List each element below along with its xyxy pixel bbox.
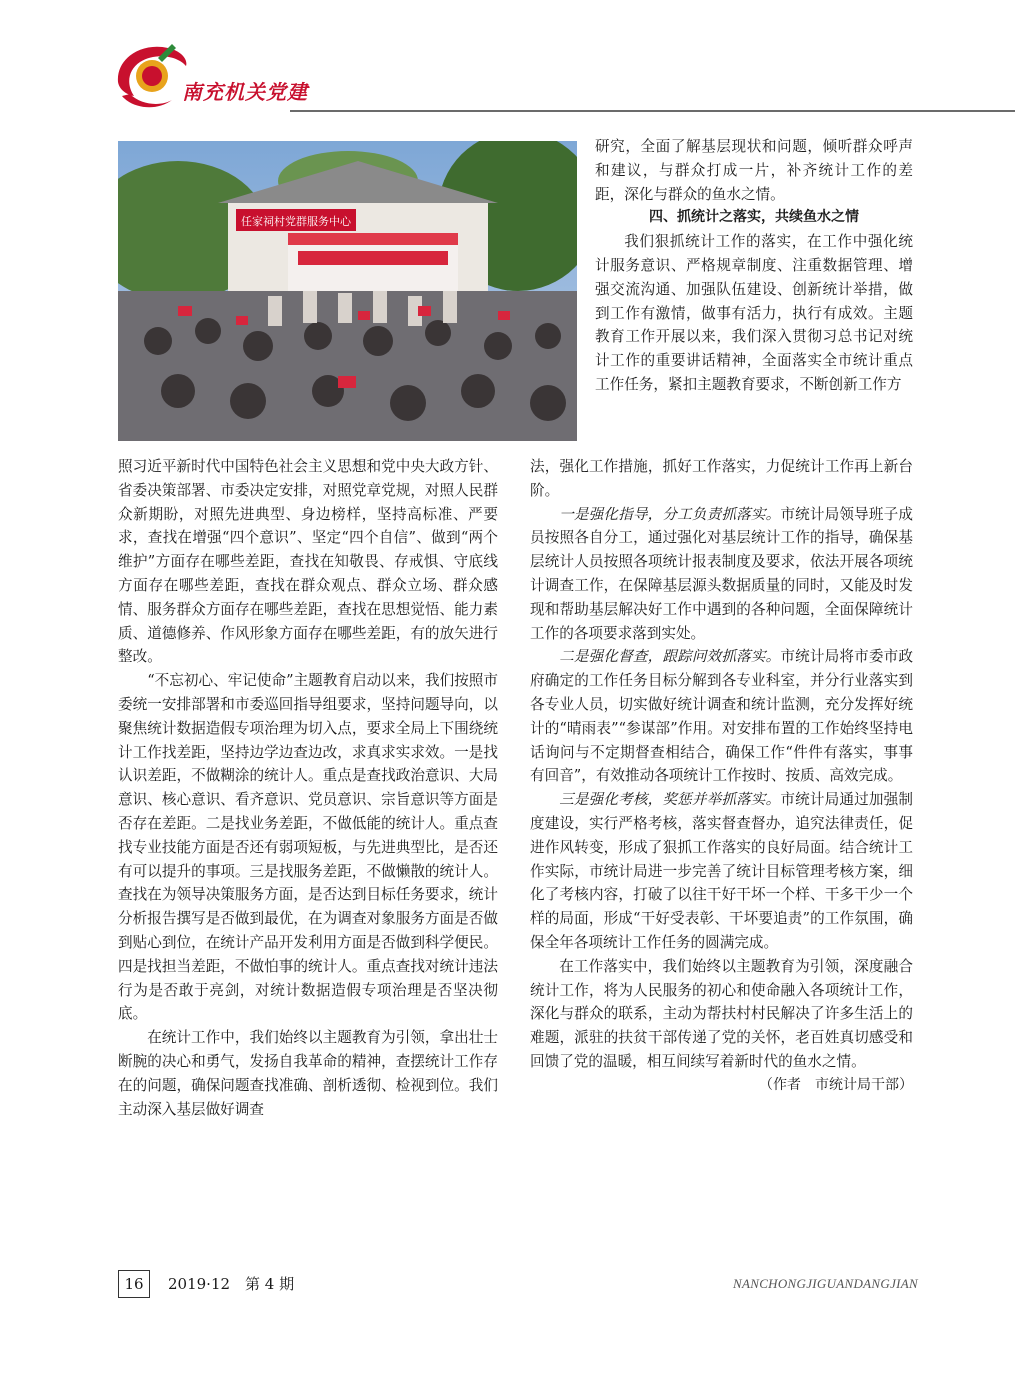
header-rule [290,110,1015,112]
point-paragraph [530,645,913,788]
point-paragraph [530,503,913,646]
point-paragraph [530,788,913,955]
event-photo-illustration [118,141,577,441]
point-text: 市统计局领导班子成员按照各自分工，通过强化对基层统计工作的指导，确保基层统计人员按照各项统计报表制度及要求，依法开展各项统计调查工作，在保障基层源头数据质量的同时，又能及时发现和帮助基层解决好工作中遇到的各种问题，全面保障统计工作的各项要求落到实处。 [530,505,913,642]
point-text: 市统计局通过加强制度建设，实行严格考核，落实督查督办，追究法律责任，促进作风转变，形成了狠抓工作落实的良好局面。结合统计工作实际，市统计局进一步完善了统计目标管理考核方案，细化了考核内容，打破了以往干好干坏一个样、干多干少一个样的局面，形成“干好受表彰、干坏要追责”的工作氛围，确保全年各项统计工作任务的圆满完成。 [530,791,913,951]
right-column-top [595,135,913,397]
issue-label: 2019·12 第 4 期 [168,1275,295,1293]
right-column-bottom [530,455,913,1098]
page-number: 16 [118,1270,150,1298]
point-lead: 三是强化考核，奖惩并举抓落实。 [559,791,781,809]
section-intro-continued: 法，强化工作措施，抓好工作落实，力促统计工作再上新台阶。 [530,458,913,499]
right-paragraph: 研究，全面了解基层现状和问题，倾听群众呼声和建议，与群众打成一片，补齐统计工作的差距，深化与群众的鱼水之情。 [595,138,913,203]
point-lead: 一是强化指导，分工负责抓落实。 [559,505,781,523]
page-footer [118,1270,918,1300]
left-paragraph: 照习近平新时代中国特色社会主义思想和党中央大政方针、省委决策部署、市委决定安排，对照党章党规，对照人民群众新期盼，对照先进典型、身边榜样，坚持高标准、严要求，查找在增强“四个意识”、坚定“四个自信”、做到“两个维护”方面存在哪些差距，查找在知敬畏、存戒惧、守底线方面存在哪些差距，查找在群众观点、群众立场、群众感情、服务群众方面存在哪些差距，查找在思想觉悟、能力素质、道德修养、作风形象方面存在哪些差距，有的放矢进行整改。 [118,458,498,666]
event-photo [118,141,577,441]
point-lead: 二是强化督查，跟踪问效抓落实。 [559,648,781,666]
publication-brand: 南充机关党建 [182,80,308,104]
section-heading: 四、抓统计之落实，共续鱼水之情 [649,209,859,226]
left-column [118,455,498,1121]
point-text: 市统计局将市委市政府确定的工作任务目标分解到各专业科室，并分行业落实到各专业人员，切实做好统计调查和统计监测，充分发挥好统计的“晴雨表”“参谋部”作用。对安排布置的工作始终坚持电话询问与不定期督查相结合，确保工作“件件有落实，事事有回音”，有效推动各项统计工作按时、按质、高效完成。 [530,648,913,785]
closing-paragraph: 在工作落实中，我们始终以主题教育为引领，深度融合统计工作，将为人民服务的初心和使命融入各项统计工作，深化与群众的联系，主动为帮扶村村民解决了许多生活上的难题，派驻的扶贫干部传递了党的关怀，老百姓真切感受和回馈了党的温暖，相互间续写着新时代的鱼水之情。 [530,957,913,1070]
author-line: （作者 市统计局干部） [759,1076,913,1093]
left-paragraph: “不忘初心、牢记使命”主题教育启动以来，我们按照市委统一安排部署和市委巡回指导组要求，坚持问题导向，以聚焦统计数据造假专项治理为切入点，要求全局上下围绕统计工作找差距，坚持边学边查边改，求真求实求效。一是找认识差距，不做糊涂的统计人。重点是查找政治意识、大局意识、核心意识、看齐意识、党员意识、宗旨意识等方面是否存在差距。二是找业务差距，不做低能的统计人。重点查找专业技能方面是否还有弱项短板，与先进典型比，是否还有可以提升的事项。三是找服务差距，不做懒散的统计人。查找在为领导决策服务方面，是否达到目标任务要求，统计分析报告撰写是否做到最优，在为调查对象服务方面是否做到贴心到位，在统计产品开发利用方面是否做到科学便民。四是找担当差距，不做怕事的统计人。重点查找对统计违法行为是否敢于亮剑，对统计数据造假专项治理是否坚决彻底。 [118,672,498,1023]
party-logo-icon [112,38,192,114]
running-title: NANCHONGJIGUANDANGJIAN [733,1276,918,1291]
photo-sign-text: 任家祠村党群服务中心 [241,215,351,228]
left-paragraph: 在统计工作中，我们始终以主题教育为引领，拿出壮士断腕的决心和勇气，发扬自我革命的精神，查摆统计工作存在的问题，确保问题查找准确、剖析透彻、检视到位。我们主动深入基层做好调查 [118,1029,498,1118]
page-header [0,0,1015,120]
section-intro: 我们狠抓统计工作的落实，在工作中强化统计服务意识、严格规章制度、注重数据管理、增强交流沟通、加强队伍建设、创新统计举措，做到工作有激情，做事有活力，执行有成效。主题教育工作开展以来，我们深入贯彻习总书记对统计工作的重要讲话精神，全面落实全市统计重点工作任务，紧扣主题教育要求，不断创新工作方 [595,233,913,393]
